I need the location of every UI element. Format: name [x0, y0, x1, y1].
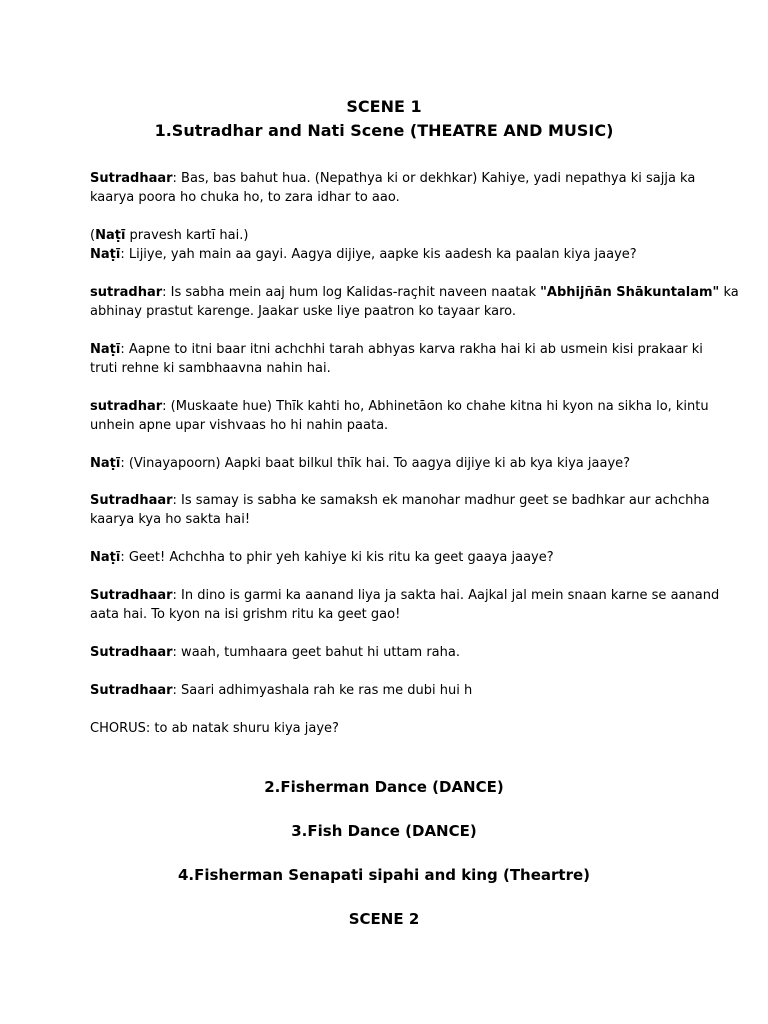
dialogue-block [90, 245, 690, 264]
dialogue-block [90, 586, 720, 624]
speaker-name: Naṭī [90, 456, 121, 471]
dialogue-text: : waah, tumhaara geet bahut hi uttam raha. [172, 645, 460, 660]
dialogue-block [90, 491, 710, 529]
dialogue-text: aata hai. To kyon na isi grishm ritu ka geet gao! [90, 607, 401, 622]
dialogue-text: : (Muskaate hue) Thīk kahti ho, Abhinetāon ko chahe kitna hi kyon na sikha lo, kintu [162, 399, 709, 414]
dialogue-block [90, 169, 696, 207]
dialogue-text: : In dino is garmi ka aanand liya ja sakta hai. Aajkal jal mein snaan karne se aanand [172, 588, 720, 603]
speaker-name: sutradhar [90, 399, 163, 414]
section-heading: SCENE 2 [348, 910, 420, 928]
section-heading: 3.Fish Dance (DANCE) [291, 822, 477, 840]
dialogue-text: kaarya kya ho sakta hai! [90, 512, 251, 527]
dialogue-text: : Is samay is sabha ke samaksh ek manohar madhur geet se badhkar aur achchha [172, 493, 710, 508]
dialogue-text: : Lijiye, yah main aa gayi. Aagya dijiye, aapke kis aadesh ka paalan kiya jaaye? [120, 247, 637, 262]
stage-direction [90, 226, 690, 245]
dialogue-text: unhein apne upar vishvaas ho hi nahin paata. [90, 418, 389, 433]
speaker-name: Sutradhaar [90, 683, 173, 698]
dialogue-block [90, 340, 703, 378]
scene-subtitle: 1.Sutradhar and Nati Scene (THEATRE AND MUSIC) [154, 121, 614, 140]
speaker-name: Naṭī [90, 550, 121, 565]
chorus-line [90, 719, 690, 738]
dialogue-text: : Saari adhimyashala rah ke ras me dubi hui h [172, 683, 473, 698]
dialogue-text: : (Vinayapoorn) Aapki baat bilkul thīk hai. To aagya dijiye ki ab kya kiya jaaye? [120, 456, 631, 471]
speaker-name: Sutradhaar [90, 171, 173, 186]
speaker-name: Sutradhaar [90, 645, 173, 660]
direction-text: pravesh kartī hai.) [125, 228, 249, 243]
dialogue-block [90, 283, 739, 321]
dialogue-text: truti rehne ki sambhaavna nahin hai. [90, 361, 331, 376]
dialogue-block [90, 681, 690, 700]
dialogue-text: : Geet! Achchha to phir yeh kahiye ki kis ritu ka geet gaaya jaaye? [120, 550, 554, 565]
dialogue-text: : Bas, bas bahut hua. (Nepathya ki or dekhkar) Kahiye, yadi nepathya ki sajja ka [172, 171, 696, 186]
speaker-name: Sutradhaar [90, 493, 173, 508]
paren-open: ( [90, 228, 96, 243]
dialogue-block [90, 454, 690, 473]
dialogue-text: ka [719, 285, 739, 300]
dialogue-text: kaarya poora ho chuka ho, to zara idhar to aao. [90, 190, 400, 205]
section-heading: 4.Fisherman Senapati sipahi and king (Theartre) [177, 866, 591, 884]
dialogue-text: CHORUS: to ab natak shuru kiya jaye? [90, 721, 339, 736]
dialogue-text: : Aapne to itni baar itni achchhi tarah abhyas karva rakha hai ki ab usmein kisi prakaar ki [120, 342, 703, 357]
section-heading: 2.Fisherman Dance (DANCE) [264, 778, 504, 796]
speaker-name: Naṭī [90, 342, 121, 357]
speaker-name: Naṭī [90, 247, 121, 262]
scene-title: SCENE 1 [346, 97, 422, 116]
dialogue-text: : Is sabha mein aaj hum log Kalidas-raçhit naveen naatak [162, 285, 541, 300]
dialogue-block [90, 397, 709, 435]
dialogue-block [90, 548, 690, 567]
dialogue-block [90, 643, 690, 662]
dialogue-line [90, 169, 696, 188]
speaker-name: sutradhar [90, 285, 163, 300]
speaker-name: Naṭī [95, 228, 126, 243]
play-title: "Abhijñān Shākuntalam" [540, 285, 720, 300]
speaker-name: Sutradhaar [90, 588, 173, 603]
dialogue-text: abhinay prastut karenge. Jaakar uske liye paatron ko tayaar karo. [90, 304, 517, 319]
